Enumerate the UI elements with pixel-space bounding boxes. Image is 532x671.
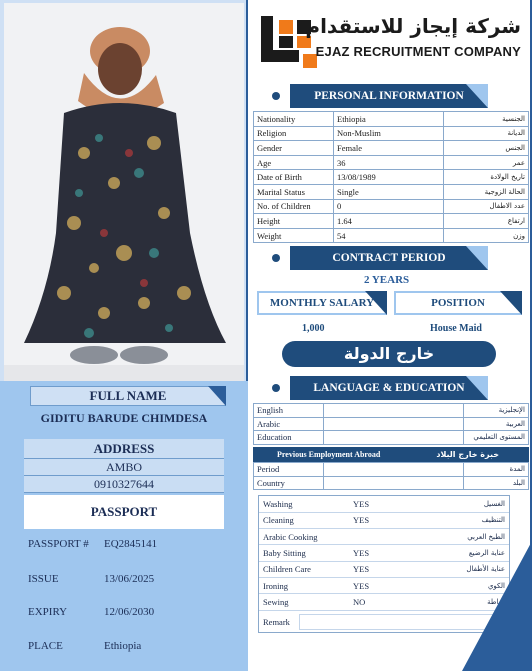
company-logo [255, 8, 525, 78]
field-label-arabic: عدد الاطفال [444, 199, 529, 214]
passport-row [24, 631, 224, 661]
personal-info-table [253, 111, 529, 243]
skill-label-arabic: الغسيل [429, 496, 509, 512]
field-label-arabic: المستوى التعليمي [464, 431, 529, 445]
field-label-arabic: العربية [464, 417, 529, 431]
field-label-arabic: عمر [444, 155, 529, 170]
skill-label: Baby Sitting [259, 545, 349, 561]
personal-info-header: PERSONAL INFORMATION [290, 84, 488, 108]
field-value: 13/08/1989 [334, 170, 444, 185]
table-row [254, 141, 529, 156]
field-label: Religion [254, 126, 334, 141]
field-value: Ethiopia [334, 112, 444, 127]
place-value: Ethiopia [104, 640, 142, 652]
field-label: Height [254, 214, 334, 229]
field-value [324, 463, 464, 477]
company-name-english: EJAZ RECRUITMENT COMPANY [315, 44, 521, 59]
candidate-photo [4, 3, 244, 381]
field-value: 36 [334, 155, 444, 170]
skill-value: YES [349, 561, 429, 577]
skill-label-arabic: عناية الأطفال [429, 561, 509, 577]
contract-years: 2 YEARS [364, 274, 410, 286]
address-value: AMBO [24, 459, 224, 476]
skill-value: YES [349, 577, 429, 593]
bullet-icon [272, 384, 280, 392]
skill-label: Children Care [259, 561, 349, 577]
field-value [324, 417, 464, 431]
right-panel [250, 0, 532, 671]
bullet-icon [272, 92, 280, 100]
field-label-arabic: الإنجليزية [464, 404, 529, 418]
table-row [259, 512, 509, 528]
skill-label-arabic: عناية الرضيع [429, 545, 509, 561]
field-label-arabic: الجنسية [444, 112, 529, 127]
table-row [254, 431, 529, 445]
skill-label: Ironing [259, 577, 349, 593]
experience-header [253, 447, 529, 462]
address-passport-section [0, 433, 248, 671]
table-row [254, 126, 529, 141]
experience-table [253, 462, 529, 490]
field-label-arabic: المدة [464, 463, 529, 477]
passport-row [24, 564, 224, 594]
field-value: 0 [334, 199, 444, 214]
field-label: English [254, 404, 324, 418]
table-row [254, 476, 529, 490]
expiry-label: EXPIRY [28, 606, 68, 618]
skill-value: YES [349, 545, 429, 561]
field-label-arabic: تاريخ الولادة [444, 170, 529, 185]
field-value: Single [334, 184, 444, 199]
experience-title: Previous Employment Abroad [277, 450, 381, 459]
field-label: Education [254, 431, 324, 445]
issue-value: 13/06/2025 [104, 573, 155, 585]
position-value: House Maid [430, 323, 482, 334]
field-label: Period [254, 463, 324, 477]
monthly-salary-label: MONTHLY SALARY [257, 291, 387, 315]
company-name-arabic: شركة إيجاز للاستقدام [305, 14, 521, 38]
abroad-pill: خارج الدولة [282, 341, 496, 367]
field-label-arabic: ارتفاع [444, 214, 529, 229]
skill-value [349, 529, 429, 545]
bullet-icon [272, 254, 280, 262]
skill-label: Washing [259, 496, 349, 512]
passport-label: PASSPORT [24, 495, 224, 529]
field-label-arabic: البلد [464, 476, 529, 490]
table-row [259, 496, 509, 512]
passport-row [24, 529, 224, 559]
field-label: Country [254, 476, 324, 490]
field-label-arabic: الحالة الزوجية [444, 184, 529, 199]
full-name-section [0, 381, 248, 433]
field-label: Nationality [254, 112, 334, 127]
issue-label: ISSUE [28, 573, 59, 585]
full-name-label: FULL NAME [30, 386, 226, 406]
field-label: Arabic [254, 417, 324, 431]
language-table [253, 403, 529, 445]
field-value: Female [334, 141, 444, 156]
table-row [254, 417, 529, 431]
skill-value: NO [349, 594, 429, 610]
table-row [254, 463, 529, 477]
field-label: Weight [254, 228, 334, 243]
skill-label: Cleaning [259, 512, 349, 528]
field-value: 54 [334, 228, 444, 243]
table-row [254, 228, 529, 243]
table-row [254, 184, 529, 199]
skill-value: YES [349, 512, 429, 528]
left-panel [0, 0, 248, 671]
passport-number-value: EQ2845141 [104, 538, 158, 550]
field-label: Marital Status [254, 184, 334, 199]
skill-value: YES [349, 496, 429, 512]
contract-period-header: CONTRACT PERIOD [290, 246, 488, 270]
experience-title-arabic: خبرة خارج البلاد [436, 450, 499, 459]
salary-value: 1,000 [302, 323, 325, 334]
skill-label: Sewing [259, 594, 349, 610]
skill-label-arabic: خياطة [429, 594, 509, 610]
table-row [254, 170, 529, 185]
field-label: Date of Birth [254, 170, 334, 185]
field-value [324, 476, 464, 490]
phone-value: 0910327644 [24, 476, 224, 493]
address-label: ADDRESS [24, 439, 224, 459]
field-value: Non-Muslim [334, 126, 444, 141]
skill-label-arabic: التنظيف [429, 512, 509, 528]
corner-decoration [462, 541, 532, 671]
passport-row [24, 597, 224, 627]
table-row [254, 155, 529, 170]
passport-number-label: PASSPORT # [28, 538, 89, 550]
table-row [254, 112, 529, 127]
full-name-value: GIDITU BARUDE CHIMDESA [40, 411, 208, 425]
expiry-value: 12/06/2030 [104, 606, 155, 618]
place-label: PLACE [28, 640, 63, 652]
field-label: No. of Children [254, 199, 334, 214]
language-education-header: LANGUAGE & EDUCATION [290, 376, 488, 400]
field-value [324, 404, 464, 418]
field-label-arabic: الديانة [444, 126, 529, 141]
skill-label: Arabic Cooking [259, 529, 349, 545]
field-label-arabic: وزن [444, 228, 529, 243]
skill-label-arabic: الطبخ العربي [429, 529, 509, 545]
position-label: POSITION [394, 291, 522, 315]
remark-label: Remark [263, 617, 290, 627]
field-label-arabic: الجنس [444, 141, 529, 156]
table-row [254, 404, 529, 418]
field-value: 1.64 [334, 214, 444, 229]
field-label: Gender [254, 141, 334, 156]
table-row [254, 199, 529, 214]
table-row [254, 214, 529, 229]
skill-label-arabic: الكوي [429, 577, 509, 593]
field-value [324, 431, 464, 445]
field-label: Age [254, 155, 334, 170]
